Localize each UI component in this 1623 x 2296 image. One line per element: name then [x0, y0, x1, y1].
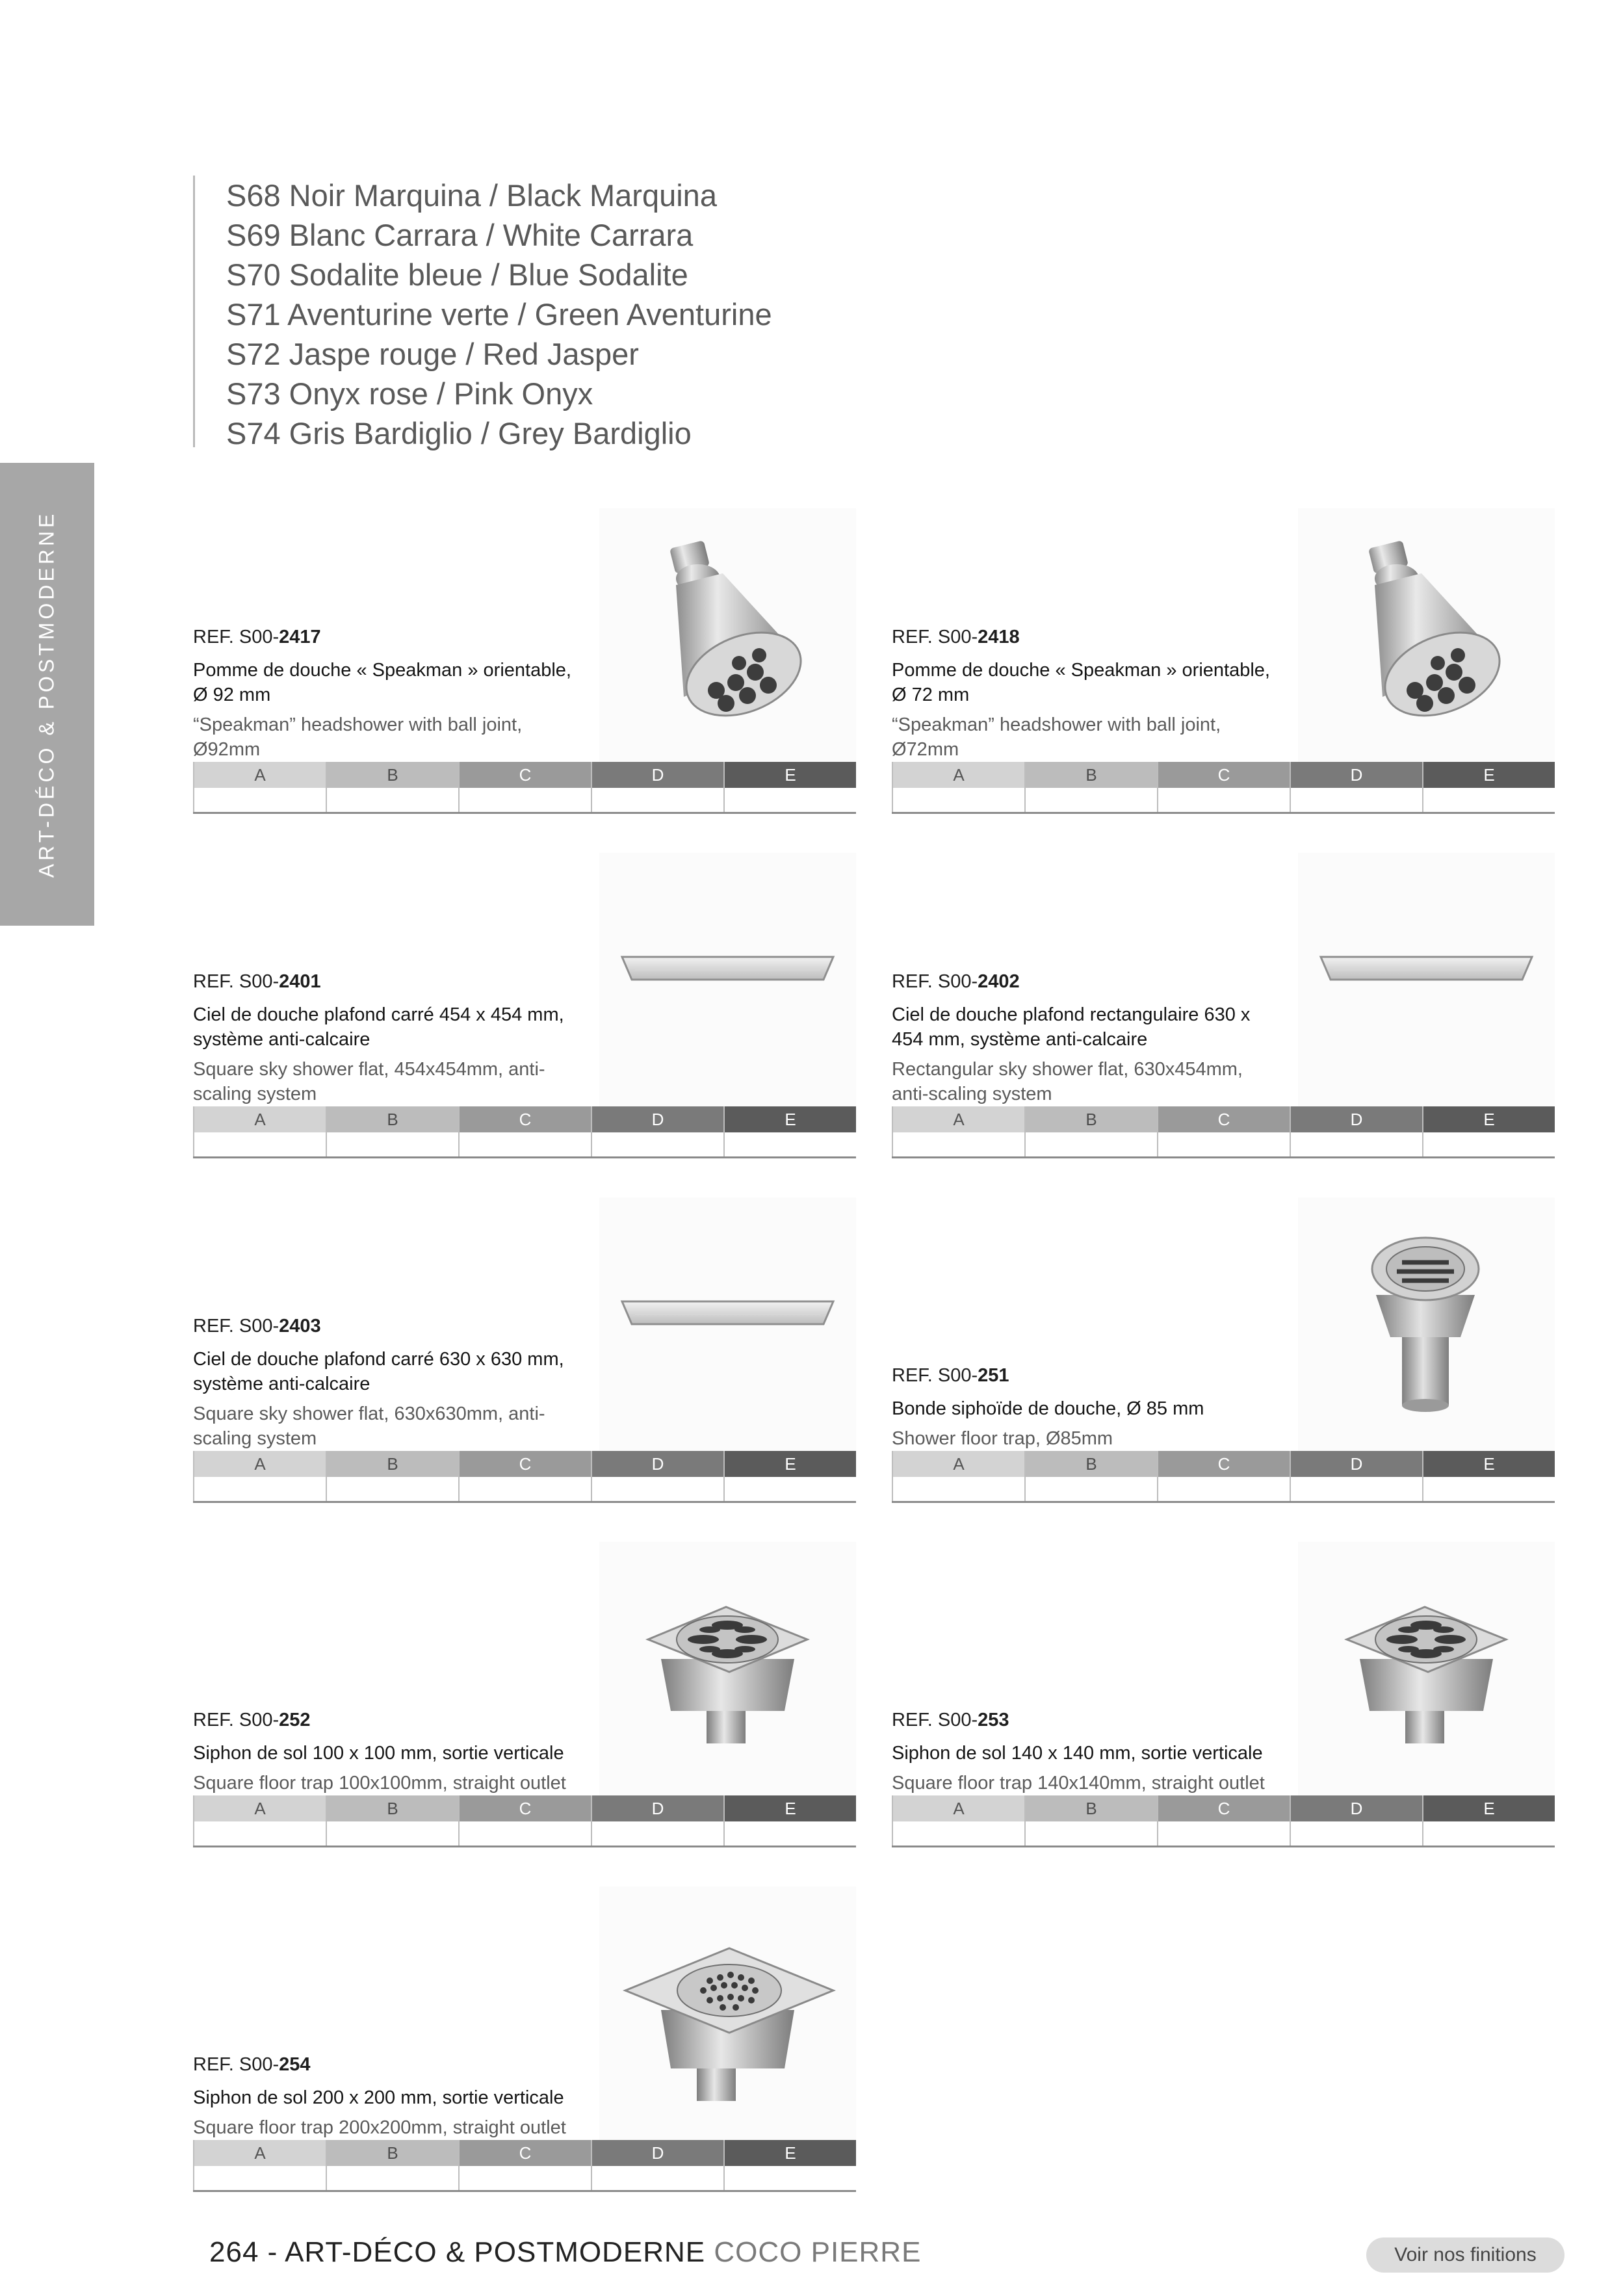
- product-description-fr: Siphon de sol 140 x 140 mm, sortie verticale: [892, 1743, 1263, 1764]
- finish-item: S69 Blanc Carrara / White Carrara: [226, 218, 694, 252]
- product-ref-prefix: REF. S00-: [193, 971, 279, 992]
- product-card: [193, 853, 856, 1158]
- finish-code-column: [1422, 762, 1555, 812]
- finish-code-header: D: [1291, 1451, 1422, 1477]
- product-description-fr: Ciel de douche plafond carré 454 x 454 mm, système anti-calcaire: [193, 1004, 564, 1050]
- finish-code-column: [723, 1795, 856, 1846]
- finish-code-header: B: [327, 1106, 458, 1132]
- finish-code-column: [458, 1451, 591, 1501]
- product-ref-prefix: REF. S00-: [892, 627, 978, 647]
- finish-code-column: [193, 1106, 326, 1156]
- finish-code-header: E: [725, 762, 856, 788]
- finish-code-header: A: [893, 1795, 1024, 1821]
- product-description-fr: Siphon de sol 200 x 200 mm, sortie verticale: [193, 2087, 564, 2108]
- finish-code-header: D: [592, 1795, 723, 1821]
- finish-code-column: [326, 2140, 458, 2190]
- finish-code-column: [1157, 762, 1290, 812]
- product-image: [599, 1542, 856, 1799]
- product-description-en: Square floor trap 100x100mm, straight outlet: [193, 1773, 566, 1794]
- product-image: [599, 508, 856, 765]
- finish-code-column: [1422, 1451, 1555, 1501]
- finish-code-header: A: [893, 1451, 1024, 1477]
- finish-code-header: B: [327, 762, 458, 788]
- finish-code-column: [892, 762, 1024, 812]
- product-ref: [193, 1314, 583, 1338]
- product-image: [1298, 1542, 1555, 1799]
- product-ref: [193, 970, 583, 993]
- product-ref-prefix: REF. S00-: [892, 1710, 978, 1730]
- product-ref-number: 251: [978, 1365, 1009, 1386]
- product-text: [193, 970, 583, 1106]
- finish-code-column: [591, 1106, 723, 1156]
- product-text: [193, 2053, 583, 2140]
- finish-code-column: [1422, 1795, 1555, 1846]
- finish-code-column: [1024, 1451, 1157, 1501]
- product-ref-number: 2402: [978, 971, 1020, 992]
- finish-code-table: [892, 1451, 1555, 1503]
- finish-code-header: A: [194, 1451, 326, 1477]
- product-ref-number: 252: [279, 1710, 311, 1730]
- finish-code-header: C: [460, 1106, 591, 1132]
- finish-code-header: B: [327, 1795, 458, 1821]
- finish-code-header: D: [1291, 762, 1422, 788]
- product-card: [892, 508, 1555, 814]
- product-image: [599, 1197, 856, 1454]
- product-ref: [892, 970, 1282, 993]
- product-ref-number: 2418: [978, 627, 1020, 647]
- product-description-en: Square sky shower flat, 454x454mm, anti-scaling system: [193, 1059, 545, 1104]
- finish-code-column: [193, 2140, 326, 2190]
- product-ref-prefix: REF. S00-: [892, 1365, 978, 1386]
- product-ref: [193, 2053, 583, 2076]
- product-ref-number: 2403: [279, 1316, 321, 1337]
- finish-code-header: C: [460, 2140, 591, 2166]
- finish-code-column: [1290, 1451, 1422, 1501]
- finish-code-table: [193, 762, 856, 814]
- finish-code-column: [892, 1795, 1024, 1846]
- finish-code-column: [326, 1795, 458, 1846]
- finish-code-table: [892, 762, 1555, 814]
- finish-code-header: D: [592, 2140, 723, 2166]
- brand-name: COCO PIERRE: [714, 2236, 922, 2268]
- finish-item: S74 Gris Bardiglio / Grey Bardiglio: [226, 416, 692, 450]
- finish-code-column: [1157, 1795, 1290, 1846]
- product-ref-number: 2401: [279, 971, 321, 992]
- finish-code-header: D: [592, 1451, 723, 1477]
- product-text: [892, 1364, 1282, 1451]
- finish-code-header: C: [1158, 1795, 1290, 1821]
- finish-code-header: A: [194, 2140, 326, 2166]
- finish-code-column: [326, 762, 458, 812]
- product-card: [193, 1886, 856, 2192]
- product-description-en: Square floor trap 140x140mm, straight outlet: [892, 1773, 1265, 1794]
- finish-code-header: B: [1026, 1106, 1157, 1132]
- product-ref-prefix: REF. S00-: [193, 627, 279, 647]
- finish-item: S68 Noir Marquina / Black Marquina: [226, 178, 717, 213]
- finish-code-header: B: [1026, 1795, 1157, 1821]
- finish-code-header: E: [1423, 1106, 1555, 1132]
- finish-code-header: E: [725, 1451, 856, 1477]
- finish-code-column: [591, 762, 723, 812]
- product-image: [1298, 508, 1555, 765]
- finish-code-column: [1157, 1106, 1290, 1156]
- product-description-en: Rectangular sky shower flat, 630x454mm, anti-scaling system: [892, 1059, 1243, 1104]
- finish-code-column: [591, 2140, 723, 2190]
- product-ref-number: 253: [978, 1710, 1009, 1730]
- finish-code-table: [193, 1451, 856, 1503]
- finish-code-column: [1290, 1795, 1422, 1846]
- finish-code-header: C: [460, 1795, 591, 1821]
- finish-code-column: [1290, 762, 1422, 812]
- page-footer: [209, 2236, 921, 2269]
- product-description-fr: Bonde siphoïde de douche, Ø 85 mm: [892, 1398, 1204, 1419]
- product-description-en: Square sky shower flat, 630x630mm, anti-scaling system: [193, 1403, 545, 1449]
- product-ref-prefix: REF. S00-: [892, 971, 978, 992]
- finish-code-header: E: [725, 1106, 856, 1132]
- section-side-tab: [0, 463, 94, 926]
- finish-code-header: B: [1026, 1451, 1157, 1477]
- finish-code-header: E: [1423, 1795, 1555, 1821]
- product-image: [1298, 853, 1555, 1110]
- finish-code-header: E: [725, 2140, 856, 2166]
- finish-code-header: A: [194, 1795, 326, 1821]
- product-ref-prefix: REF. S00-: [193, 2054, 279, 2075]
- product-description-en: Square floor trap 200x200mm, straight outlet: [193, 2117, 566, 2138]
- finish-code-column: [193, 1451, 326, 1501]
- finish-code-column: [723, 1106, 856, 1156]
- product-image: [599, 853, 856, 1110]
- product-description-en: Shower floor trap, Ø85mm: [892, 1428, 1113, 1449]
- product-ref: [892, 1708, 1282, 1732]
- product-ref-number: 254: [279, 2054, 311, 2075]
- finish-code-header: D: [1291, 1106, 1422, 1132]
- finish-code-column: [458, 762, 591, 812]
- view-finishes-button[interactable]: Voir nos finitions: [1366, 2237, 1565, 2273]
- finish-code-header: A: [194, 1106, 326, 1132]
- product-ref-number: 2417: [279, 627, 321, 647]
- product-text: [892, 970, 1282, 1106]
- product-image: [599, 1886, 856, 2143]
- finish-code-table: [193, 1106, 856, 1158]
- finish-code-column: [1024, 1795, 1157, 1846]
- finish-code-header: A: [194, 762, 326, 788]
- finish-code-header: B: [327, 2140, 458, 2166]
- finish-code-header: A: [893, 762, 1024, 788]
- finish-code-table: [892, 1106, 1555, 1158]
- finish-item: S71 Aventurine verte / Green Aventurine: [226, 297, 772, 332]
- section-side-tab-label: ART-DÉCO & POSTMODERNE: [34, 510, 58, 878]
- finish-code-header: C: [460, 762, 591, 788]
- finish-code-header: C: [1158, 1451, 1290, 1477]
- page-number-section: 264 - ART-DÉCO & POSTMODERNE: [209, 2236, 706, 2268]
- product-description-fr: Siphon de sol 100 x 100 mm, sortie verticale: [193, 1743, 564, 1764]
- finish-code-header: D: [592, 762, 723, 788]
- product-text: [892, 1708, 1282, 1795]
- product-card: [193, 1197, 856, 1503]
- finish-item: S70 Sodalite bleue / Blue Sodalite: [226, 257, 688, 292]
- finish-code-header: C: [1158, 762, 1290, 788]
- product-description-fr: Ciel de douche plafond carré 630 x 630 mm, système anti-calcaire: [193, 1349, 564, 1394]
- finish-code-header: E: [1423, 1451, 1555, 1477]
- product-description-fr: Pomme de douche « Speakman » orientable, Ø 92 mm: [193, 660, 571, 705]
- product-ref: [193, 1708, 583, 1732]
- finish-code-header: D: [592, 1106, 723, 1132]
- finishes-list: [193, 176, 1071, 450]
- finish-code-column: [458, 1795, 591, 1846]
- finish-code-column: [193, 762, 326, 812]
- finish-code-column: [892, 1106, 1024, 1156]
- product-ref: [892, 1364, 1282, 1387]
- finish-code-table: [193, 1795, 856, 1847]
- finish-code-column: [458, 1106, 591, 1156]
- product-text: [193, 1314, 583, 1451]
- finish-code-header: D: [1291, 1795, 1422, 1821]
- finish-code-column: [1024, 1106, 1157, 1156]
- finish-code-table: [892, 1795, 1555, 1847]
- product-text: [193, 625, 583, 762]
- finish-code-column: [458, 2140, 591, 2190]
- product-image: [1298, 1197, 1555, 1454]
- finish-code-column: [723, 762, 856, 812]
- finish-code-column: [326, 1451, 458, 1501]
- finish-code-column: [723, 1451, 856, 1501]
- finish-code-column: [326, 1106, 458, 1156]
- finish-code-header: C: [1158, 1106, 1290, 1132]
- finish-code-header: E: [725, 1795, 856, 1821]
- product-text: [892, 625, 1282, 762]
- product-card: [892, 1542, 1555, 1847]
- product-description-fr: Pomme de douche « Speakman » orientable, Ø 72 mm: [892, 660, 1270, 705]
- product-ref-prefix: REF. S00-: [193, 1710, 279, 1730]
- finish-code-header: B: [1026, 762, 1157, 788]
- finish-code-column: [193, 1795, 326, 1846]
- finish-code-column: [1290, 1106, 1422, 1156]
- finish-code-column: [1422, 1106, 1555, 1156]
- product-card: [892, 853, 1555, 1158]
- product-description-en: “Speakman” headshower with ball joint, Ø72mm: [892, 714, 1221, 760]
- product-description-en: “Speakman” headshower with ball joint, Ø92mm: [193, 714, 523, 760]
- product-card: [892, 1197, 1555, 1503]
- product-ref: [193, 625, 583, 649]
- finish-code-header: B: [327, 1451, 458, 1477]
- finish-item: S72 Jaspe rouge / Red Jasper: [226, 337, 639, 371]
- finish-code-table: [193, 2140, 856, 2192]
- finish-code-column: [591, 1451, 723, 1501]
- product-description-fr: Ciel de douche plafond rectangulaire 630 x 454 mm, système anti-calcaire: [892, 1004, 1251, 1050]
- finish-code-column: [591, 1795, 723, 1846]
- finish-code-column: [723, 2140, 856, 2190]
- product-text: [193, 1708, 583, 1795]
- finish-code-header: E: [1423, 762, 1555, 788]
- finish-code-header: C: [460, 1451, 591, 1477]
- finish-code-column: [1024, 762, 1157, 812]
- finish-item: S73 Onyx rose / Pink Onyx: [226, 376, 593, 411]
- finish-code-header: A: [893, 1106, 1024, 1132]
- product-ref: [892, 625, 1282, 649]
- finish-code-column: [1157, 1451, 1290, 1501]
- product-ref-prefix: REF. S00-: [193, 1316, 279, 1337]
- finish-code-column: [892, 1451, 1024, 1501]
- product-card: [193, 508, 856, 814]
- product-card: [193, 1542, 856, 1847]
